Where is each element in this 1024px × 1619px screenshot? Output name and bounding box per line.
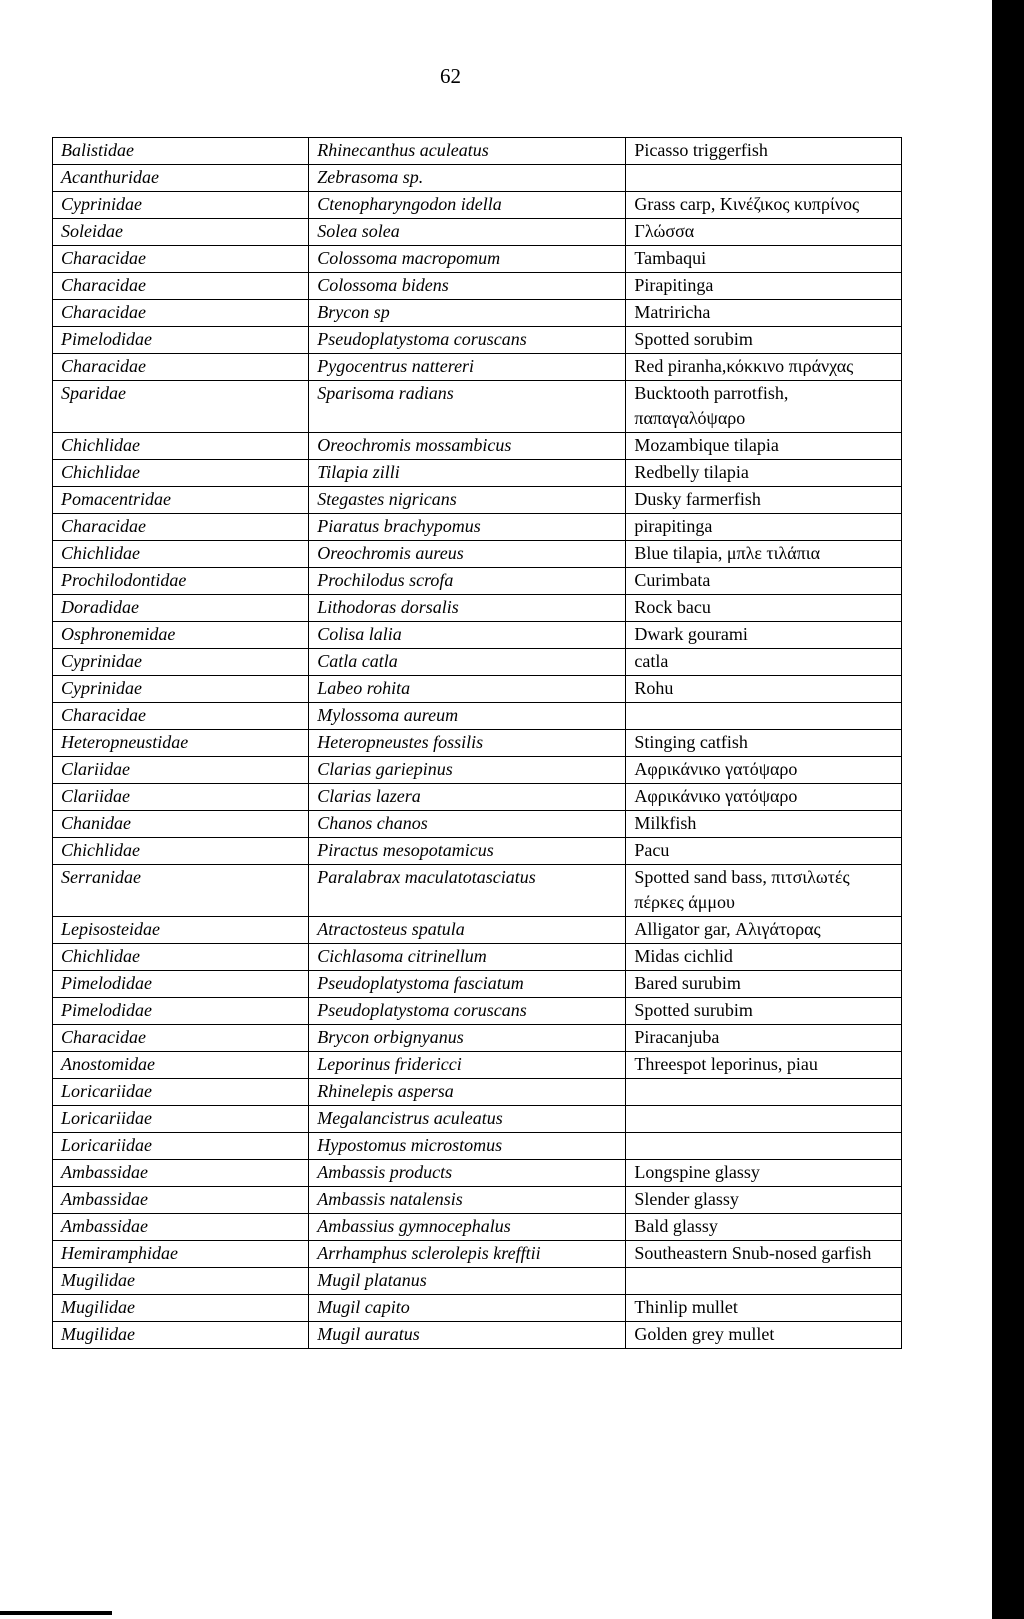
species-cell: Brycon sp [309, 300, 626, 327]
family-cell: Soleidae [53, 219, 309, 246]
species-cell: Pygocentrus nattereri [309, 354, 626, 381]
species-cell: Mylossoma aureum [309, 703, 626, 730]
table-row [53, 811, 902, 838]
species-cell: Heteropneustes fossilis [309, 730, 626, 757]
species-cell: Hypostomus microstomus [309, 1133, 626, 1160]
family-cell: Chichlidae [53, 460, 309, 487]
family-cell: Clariidae [53, 757, 309, 784]
species-cell: Rhinecanthus aculeatus [309, 138, 626, 165]
common-cell: Stinging catfish [626, 730, 902, 757]
common-cell: Αφρικάνικο γατόψαρο [626, 784, 902, 811]
table-row [53, 1106, 902, 1133]
table-row [53, 460, 902, 487]
family-cell: Characidae [53, 514, 309, 541]
species-cell: Brycon orbignyanus [309, 1025, 626, 1052]
common-cell: Milkfish [626, 811, 902, 838]
family-cell: Balistidae [53, 138, 309, 165]
family-cell: Loricariidae [53, 1079, 309, 1106]
species-cell: Clarias gariepinus [309, 757, 626, 784]
table-row [53, 998, 902, 1025]
species-cell: Pseudoplatystoma fasciatum [309, 971, 626, 998]
family-cell: Loricariidae [53, 1106, 309, 1133]
family-cell: Doradidae [53, 595, 309, 622]
table-row [53, 1052, 902, 1079]
species-cell: Pseudoplatystoma coruscans [309, 998, 626, 1025]
family-cell: Chanidae [53, 811, 309, 838]
family-cell: Chichlidae [53, 944, 309, 971]
family-cell: Chichlidae [53, 541, 309, 568]
footer-rule [0, 1611, 112, 1615]
common-cell: Redbelly tilapia [626, 460, 902, 487]
common-cell: Dusky farmerfish [626, 487, 902, 514]
family-cell: Lepisosteidae [53, 917, 309, 944]
common-cell: Longspine glassy [626, 1160, 902, 1187]
common-cell [626, 1106, 902, 1133]
scan-edge-shadow [992, 0, 1024, 1619]
common-cell: Red piranha,κόκκινο πιράνχας [626, 354, 902, 381]
family-cell: Mugilidae [53, 1322, 309, 1349]
species-cell: Ctenopharyngodon idella [309, 192, 626, 219]
species-cell: Leporinus fridericci [309, 1052, 626, 1079]
table-row [53, 568, 902, 595]
species-cell: Megalancistrus aculeatus [309, 1106, 626, 1133]
family-cell: Chichlidae [53, 838, 309, 865]
family-cell: Sparidae [53, 381, 309, 433]
species-cell: Ambassius gymnocephalus [309, 1214, 626, 1241]
species-cell: Piaratus brachypomus [309, 514, 626, 541]
family-cell: Pimelodidae [53, 327, 309, 354]
family-cell: Cyprinidae [53, 192, 309, 219]
common-cell: Golden grey mullet [626, 1322, 902, 1349]
family-cell: Cyprinidae [53, 649, 309, 676]
common-cell: pirapitinga [626, 514, 902, 541]
family-cell: Pomacentridae [53, 487, 309, 514]
table-row [53, 354, 902, 381]
common-cell: Αφρικάνικο γατόψαρο [626, 757, 902, 784]
table-row [53, 1025, 902, 1052]
common-cell: Slender glassy [626, 1187, 902, 1214]
species-cell: Pseudoplatystoma coruscans [309, 327, 626, 354]
family-cell: Anostomidae [53, 1052, 309, 1079]
family-cell: Mugilidae [53, 1295, 309, 1322]
common-cell [626, 703, 902, 730]
common-cell: Bared surubim [626, 971, 902, 998]
table-row [53, 838, 902, 865]
table-row [53, 246, 902, 273]
species-cell: Paralabrax maculatotasciatus [309, 865, 626, 917]
species-cell: Piractus mesopotamicus [309, 838, 626, 865]
table-row [53, 730, 902, 757]
species-cell: Cichlasoma citrinellum [309, 944, 626, 971]
family-cell: Characidae [53, 273, 309, 300]
table-row [53, 1295, 902, 1322]
family-cell: Osphronemidae [53, 622, 309, 649]
table-row [53, 971, 902, 998]
species-cell: Catla catla [309, 649, 626, 676]
common-cell: Southeastern Snub-nosed garfish [626, 1241, 902, 1268]
table-row [53, 676, 902, 703]
table-row [53, 649, 902, 676]
species-cell: Zebrasoma sp. [309, 165, 626, 192]
common-cell: Picasso triggerfish [626, 138, 902, 165]
common-cell: Bald glassy [626, 1214, 902, 1241]
family-cell: Serranidae [53, 865, 309, 917]
family-cell: Clariidae [53, 784, 309, 811]
table-row [53, 300, 902, 327]
common-cell [626, 165, 902, 192]
species-cell: Prochilodus scrofa [309, 568, 626, 595]
species-cell: Oreochromis mossambicus [309, 433, 626, 460]
table-row [53, 784, 902, 811]
family-cell: Hemiramphidae [53, 1241, 309, 1268]
table-row [53, 595, 902, 622]
family-cell: Loricariidae [53, 1133, 309, 1160]
species-cell: Rhinelepis aspersa [309, 1079, 626, 1106]
common-cell: Pirapitinga [626, 273, 902, 300]
species-cell: Ambassis products [309, 1160, 626, 1187]
table-row [53, 1214, 902, 1241]
species-cell: Ambassis natalensis [309, 1187, 626, 1214]
species-cell: Lithodoras dorsalis [309, 595, 626, 622]
common-cell: Thinlip mullet [626, 1295, 902, 1322]
table-row [53, 1160, 902, 1187]
family-cell: Characidae [53, 1025, 309, 1052]
species-cell: Stegastes nigricans [309, 487, 626, 514]
table-row [53, 273, 902, 300]
species-cell: Oreochromis aureus [309, 541, 626, 568]
family-cell: Characidae [53, 246, 309, 273]
table-row [53, 138, 902, 165]
table-row [53, 757, 902, 784]
family-cell: Characidae [53, 354, 309, 381]
common-cell: Piracanjuba [626, 1025, 902, 1052]
common-cell: Alligator gar, Αλιγάτορας [626, 917, 902, 944]
common-cell: Spotted sand bass, πιτσιλωτές πέρκες άμμου [626, 865, 902, 917]
family-cell: Acanthuridae [53, 165, 309, 192]
common-cell: Midas cichlid [626, 944, 902, 971]
table-row [53, 192, 902, 219]
family-cell: Heteropneustidae [53, 730, 309, 757]
table-row [53, 381, 902, 433]
species-cell: Solea solea [309, 219, 626, 246]
species-table-body [53, 138, 902, 1349]
common-cell [626, 1268, 902, 1295]
common-cell: catla [626, 649, 902, 676]
common-cell: Tambaqui [626, 246, 902, 273]
table-row [53, 917, 902, 944]
family-cell: Ambassidae [53, 1160, 309, 1187]
species-cell: Sparisoma radians [309, 381, 626, 433]
table-row [53, 1079, 902, 1106]
common-cell: Mozambique tilapia [626, 433, 902, 460]
species-cell: Mugil capito [309, 1295, 626, 1322]
table-row [53, 433, 902, 460]
common-cell [626, 1133, 902, 1160]
table-row [53, 1322, 902, 1349]
species-cell: Clarias lazera [309, 784, 626, 811]
species-cell: Mugil auratus [309, 1322, 626, 1349]
common-cell: Spotted sorubim [626, 327, 902, 354]
table-row [53, 514, 902, 541]
common-cell: Blue tilapia, μπλε τιλάπια [626, 541, 902, 568]
table-row [53, 944, 902, 971]
species-cell: Mugil platanus [309, 1268, 626, 1295]
table-row [53, 327, 902, 354]
table-row [53, 219, 902, 246]
family-cell: Mugilidae [53, 1268, 309, 1295]
table-row [53, 1133, 902, 1160]
family-cell: Pimelodidae [53, 971, 309, 998]
table-row [53, 541, 902, 568]
species-cell: Colossoma macropomum [309, 246, 626, 273]
common-cell: Spotted surubim [626, 998, 902, 1025]
common-cell: Dwark gourami [626, 622, 902, 649]
family-cell: Ambassidae [53, 1214, 309, 1241]
table-row [53, 703, 902, 730]
common-cell: Curimbata [626, 568, 902, 595]
table-row [53, 622, 902, 649]
page-number: 62 [440, 64, 461, 88]
common-cell: Rock bacu [626, 595, 902, 622]
family-cell: Prochilodontidae [53, 568, 309, 595]
table-row [53, 1268, 902, 1295]
species-cell: Colisa lalia [309, 622, 626, 649]
common-cell: Bucktooth parrotfish, παπαγαλόψαρο [626, 381, 902, 433]
table-row [53, 865, 902, 917]
table-row [53, 1241, 902, 1268]
table-row [53, 1187, 902, 1214]
table-row [53, 165, 902, 192]
common-cell: Pacu [626, 838, 902, 865]
common-cell: Matriricha [626, 300, 902, 327]
species-cell: Arrhamphus sclerolepis krefftii [309, 1241, 626, 1268]
common-cell: Threespot leporinus, piau [626, 1052, 902, 1079]
table-row [53, 487, 902, 514]
family-cell: Chichlidae [53, 433, 309, 460]
family-cell: Characidae [53, 703, 309, 730]
family-cell: Cyprinidae [53, 676, 309, 703]
common-cell: Rohu [626, 676, 902, 703]
family-cell: Ambassidae [53, 1187, 309, 1214]
family-cell: Characidae [53, 300, 309, 327]
common-cell [626, 1079, 902, 1106]
species-cell: Labeo rohita [309, 676, 626, 703]
species-table [52, 137, 902, 1349]
family-cell: Pimelodidae [53, 998, 309, 1025]
common-cell: Γλώσσα [626, 219, 902, 246]
species-cell: Chanos chanos [309, 811, 626, 838]
species-cell: Colossoma bidens [309, 273, 626, 300]
common-cell: Grass carp, Κινέζικος κυπρίνος [626, 192, 902, 219]
species-cell: Tilapia zilli [309, 460, 626, 487]
species-cell: Atractosteus spatula [309, 917, 626, 944]
